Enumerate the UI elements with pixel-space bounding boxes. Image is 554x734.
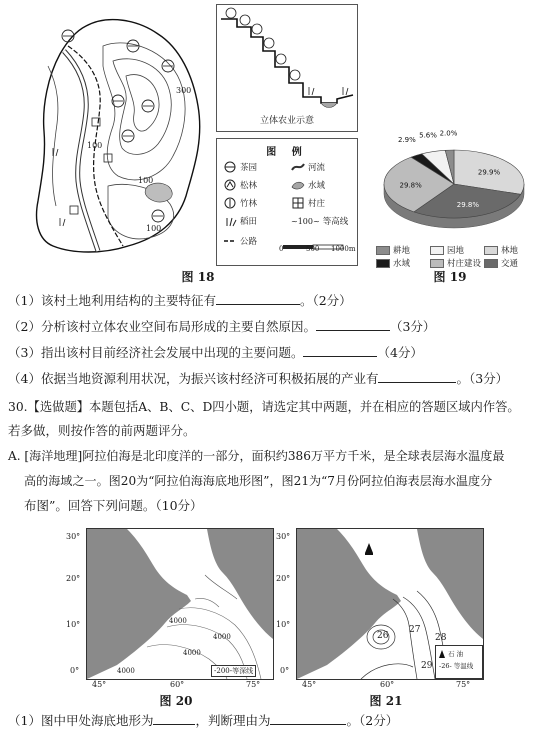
legend-river: 河流 bbox=[291, 161, 325, 173]
fig21-frame bbox=[296, 528, 484, 680]
partA-line2: 高的海域之一。图20为“阿拉伯海海底地形图”，图21为“7月份阿拉伯海表层海水温度分 bbox=[24, 474, 493, 488]
bamboo-forest-icon bbox=[223, 197, 237, 209]
question-1: （1）该村土地利用结构的主要特征有 。（2分） bbox=[8, 293, 352, 308]
fig18-legend bbox=[216, 138, 358, 266]
scale-bar: 0 500 1000m bbox=[279, 245, 356, 253]
contour-label: 300 bbox=[176, 86, 192, 95]
legend-contour: ~100~ 等高线 bbox=[291, 216, 349, 227]
answer-blank-reason[interactable] bbox=[270, 712, 346, 725]
depth-label: 4000 bbox=[117, 667, 135, 675]
legend-title: 图 例 bbox=[266, 147, 308, 158]
tea-garden-icon bbox=[223, 161, 237, 173]
question-2: （2）分析该村立体农业空间布局形成的主要自然原因。 （3分） bbox=[8, 319, 436, 334]
pie-value-label-0: 29.9% bbox=[477, 168, 501, 177]
partA-line3: 布图”。回答下列问题。（10分） bbox=[24, 498, 203, 513]
oil-legend-icon bbox=[439, 650, 445, 658]
fig21-caption: 图 21 bbox=[369, 694, 403, 708]
terrace-diagram bbox=[216, 4, 358, 132]
fig19-chart bbox=[366, 129, 548, 272]
village-grid-icon bbox=[291, 197, 305, 209]
contour-label: 100 bbox=[87, 141, 103, 150]
river-icon bbox=[291, 161, 305, 173]
oil-icon bbox=[365, 543, 373, 553]
fig21: 30° 20° 10° 0° 27 28 26 29 石 油 -26- 等温线 45° 60° 75° 图 21 bbox=[276, 526, 488, 712]
pie-legend-forest: 林地 bbox=[484, 244, 518, 256]
road-icon bbox=[223, 235, 237, 247]
fig20-caption: 图 20 bbox=[159, 694, 193, 708]
legend-pine: 松林 bbox=[223, 179, 257, 191]
question-4: （4）依据当地资源利用状况，为振兴该村经济可积极拓展的产业有 。（3分） bbox=[8, 371, 509, 386]
water-area-icon bbox=[291, 179, 305, 191]
fig20-legend: -200-等深线 bbox=[211, 665, 256, 677]
pie-legend-traffic: 交通 bbox=[484, 257, 518, 269]
depth-label: 4000 bbox=[183, 649, 201, 657]
pie-value-label-3: 2.9% bbox=[397, 136, 416, 145]
pine-forest-icon bbox=[223, 179, 237, 191]
question-3: （3）指出该村目前经济社会发展中出现的主要问题。 （4分） bbox=[8, 345, 423, 360]
pie-legend-water: 水域 bbox=[376, 257, 410, 269]
isotherm-label: 29 bbox=[421, 661, 433, 671]
pie-legend-village: 村庄建设 bbox=[430, 257, 481, 269]
terrace-caption: 立体农业示意 bbox=[259, 116, 314, 126]
depth-label: 4000 bbox=[213, 633, 231, 641]
legend-tea: 茶园 bbox=[223, 161, 257, 173]
answer-blank-3[interactable] bbox=[303, 344, 377, 357]
fig19-caption: 图 19 bbox=[433, 270, 467, 284]
legend-road: 公路 bbox=[223, 235, 257, 247]
answer-blank-2[interactable] bbox=[316, 318, 390, 331]
fig18-caption: 图 18 bbox=[181, 270, 215, 284]
legend-village: 村庄 bbox=[291, 197, 325, 209]
fig20: 30° 20° 10° 0° 4000 4000 4000 4000 -200-等深线 45° 60° 75° 图 20 bbox=[66, 526, 278, 712]
q30-line2: 若多做，则按作答的前两题评分。 bbox=[8, 423, 196, 438]
fig18-map bbox=[8, 6, 208, 266]
isotherm-label: 26 bbox=[377, 631, 389, 641]
legend-water: 水域 bbox=[291, 179, 325, 191]
answer-blank-terrain[interactable] bbox=[153, 712, 195, 725]
fig21-legend: 石 油 -26- 等温线 bbox=[435, 645, 483, 679]
pie-chart bbox=[366, 129, 548, 240]
legend-bamboo: 竹林 bbox=[223, 197, 257, 209]
pie-legend-orchard: 园地 bbox=[430, 244, 464, 256]
pie-value-label-5: 2.0% bbox=[439, 129, 458, 138]
sub-question-1: （1）图中甲处海底地形为 ，判断理由为 。（2分） bbox=[8, 713, 399, 728]
fig20-frame bbox=[86, 528, 274, 680]
pie-value-label-1: 29.8% bbox=[456, 200, 480, 209]
partA-line1: A. [海洋地理]阿拉伯海是北印度洋的一部分，面积约386万平方千米，是全球表层海水温度最 bbox=[8, 449, 505, 463]
isotherm-label: 28 bbox=[435, 633, 447, 643]
answer-blank-4[interactable] bbox=[378, 370, 456, 383]
contour-label: 100 bbox=[138, 176, 154, 185]
pie-legend-cultivated: 耕地 bbox=[376, 244, 410, 256]
depth-label: 4000 bbox=[169, 617, 187, 625]
pie-value-label-2: 29.8% bbox=[399, 181, 422, 190]
rice-paddy-icon bbox=[223, 215, 237, 227]
pie-value-label-4: 5.6% bbox=[419, 131, 437, 140]
legend-rice: 稻田 bbox=[223, 215, 257, 227]
q30-line1: 30.【选做题】本题包括A、B、C、D四小题，请选定其中两题，并在相应的答题区域内作答。 bbox=[8, 400, 520, 414]
contour-label: 100 bbox=[146, 224, 162, 233]
isotherm-label: 27 bbox=[409, 625, 421, 635]
answer-blank-1[interactable] bbox=[216, 292, 300, 305]
